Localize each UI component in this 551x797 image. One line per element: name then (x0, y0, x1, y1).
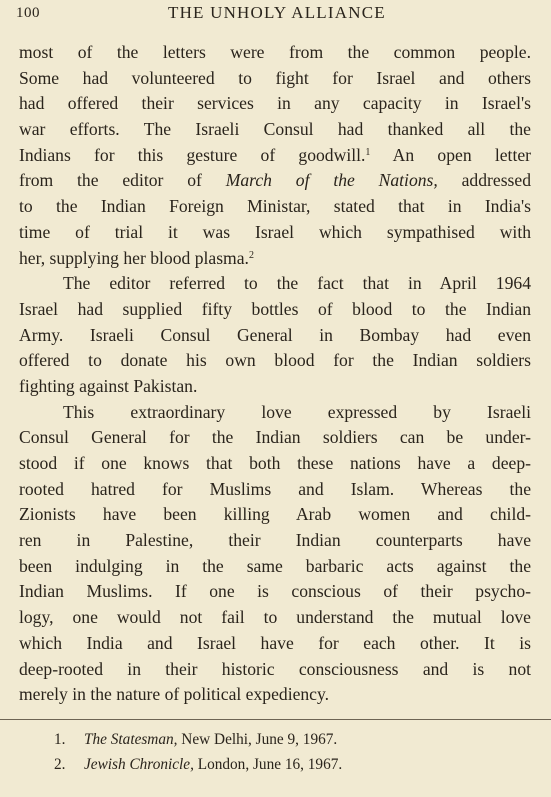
footnote-detail: London, June 16, 1967. (193, 756, 343, 773)
running-head (0, 3, 551, 25)
publication-title: March of the Nations, (225, 170, 438, 191)
text-line: Israel had supplied fifty bottles of blood to the Indian (19, 298, 531, 319)
text-line: ren in Palestine, their Indian counterparts have (19, 530, 531, 551)
text-line: merely in the nature of political expediency. (19, 684, 330, 705)
text-line: war efforts. The Israeli Consul had thanked all the (19, 119, 531, 140)
footnote-ref-2[interactable]: 2 (248, 249, 254, 261)
text-line (19, 168, 531, 194)
text-line: to the Indian Foreign Ministar, stated that in India's (19, 196, 531, 217)
footnote-source: Jewish Chronicle, (84, 756, 194, 773)
text-line: deep-rooted in their historic consciousness and is not (19, 658, 531, 679)
text-line: had offered their services in any capacity in Israel's (19, 93, 531, 114)
footnote-source: The Statesman, (84, 731, 178, 748)
text-line: rooted hatred for Muslims and Islam. Whereas the (19, 478, 531, 499)
text-line (19, 143, 531, 169)
text-line: which India and Israel have for each other. It is (19, 632, 531, 653)
paragraph-2 (19, 271, 531, 399)
text-line: Indian Muslims. If one is conscious of their psycho- (19, 581, 531, 602)
text-line: time of trial it was Israel which sympathised with (19, 221, 531, 242)
paragraph-3 (19, 400, 531, 708)
text-line: Zionists have been killing Arab women and child- (19, 504, 531, 525)
text-line: fighting against Pakistan. (19, 375, 198, 396)
footnote-2 (54, 752, 524, 777)
text-line: The editor referred to the fact that in April 1964 (63, 273, 531, 294)
footnotes (54, 727, 524, 777)
running-title: THE UNHOLY ALLIANCE (168, 3, 386, 22)
text-line: most of the letters were from the common people. (19, 42, 531, 62)
text-line: This extraordinary love expressed by Israeli (63, 401, 531, 422)
text-line: been indulging in the same barbaric acts against the (19, 555, 531, 576)
page-number: 100 (16, 5, 40, 21)
footnote-divider (0, 719, 551, 720)
footnote-detail: New Delhi, June 9, 1967. (177, 731, 338, 748)
text-line: stood if one knows that both these nations have a deep- (19, 453, 531, 473)
text-segment: from the editor of (19, 170, 226, 191)
text-segment: Indians for this gesture of goodwill. (19, 144, 366, 165)
text-line: Some had volunteered to fight for Israel and others (19, 67, 531, 88)
text-line: logy, one would not fail to understand the mutual love (19, 607, 531, 628)
text-line: offered to donate his own blood for the Indian soldiers (19, 350, 531, 371)
text-segment: addressed (437, 170, 531, 191)
paragraph-1 (19, 40, 531, 271)
text-segment: her, supplying her blood plasma. (19, 247, 249, 268)
text-line: Consul General for the Indian soldiers can be under- (19, 427, 531, 448)
footnote-number: 2. (54, 756, 66, 773)
footnote-number: 1. (54, 731, 66, 748)
text-line: Army. Israeli Consul General in Bombay had even (19, 324, 531, 345)
footnote-ref-1[interactable]: 1 (365, 146, 371, 158)
text-segment: An open letter (370, 144, 532, 165)
text-line (19, 246, 531, 272)
body-text (19, 40, 531, 708)
footnote-1 (54, 727, 524, 752)
